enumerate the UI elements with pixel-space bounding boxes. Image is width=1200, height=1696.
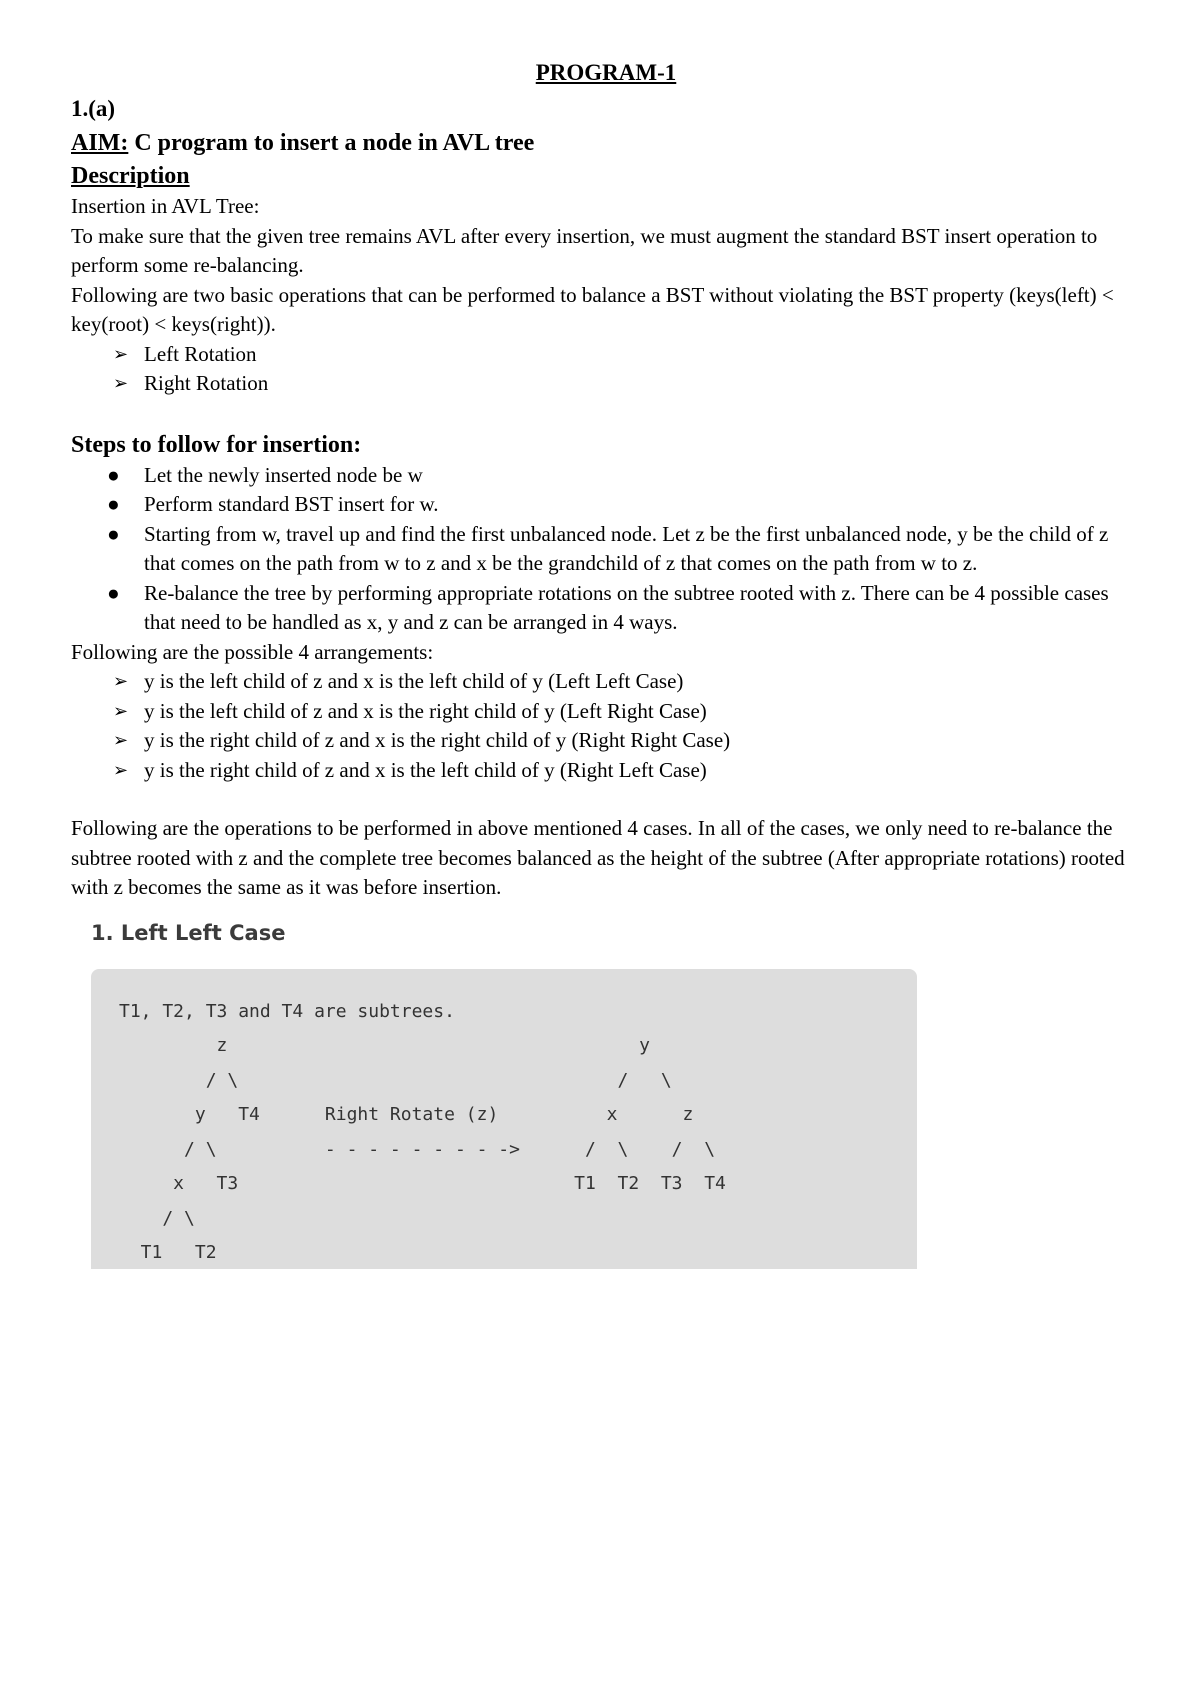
program-title: PROGRAM-1 [535,60,677,85]
arrangement-text: y is the left child of z and x is the right child of y (Left Right Case) [144,698,707,723]
intro-line-3: Following are two basic operations that can be performed to balance a BST without violating the BST property (keys(left) < key(root) < keys(right)). [71,282,1114,336]
aim-text: C program to insert a node in AVL tree [128,130,535,156]
document-page [71,58,1141,1269]
code-line: / \ - - - - - - - - -> / \ / \ [119,1138,716,1160]
arrangement-text: y is the right child of z and x is the left child of y (Right Left Case) [144,757,707,782]
list-item [71,490,1141,520]
list-item [71,340,1141,370]
bullet-icon: ● [107,580,120,605]
code-line: z y [119,1035,651,1056]
bullet-icon: ● [107,521,120,546]
steps-list [71,461,1141,638]
list-item [71,726,1141,756]
step-text: Re-balance the tree by performing appropriate rotations on the subtree rooted with z. There can be 4 possible cases that need to be handled as x, y and z can be arranged in 4 ways. [144,580,1109,634]
list-item [71,520,1141,579]
arrangement-text: y is the right child of z and x is the right child of y (Right Right Case) [144,728,731,752]
intro-line-1: Insertion in AVL Tree: [71,194,260,218]
step-text: Perform standard BST insert for w. [144,492,439,516]
code-line: T1, T2, T3 and T4 are subtrees. [119,1000,455,1022]
case-heading: 1. Left Left Case [91,920,286,945]
code-line: x T3 T1 T2 T3 T4 [119,1173,726,1194]
arrow-bullet-icon: ➢ [113,373,129,393]
code-line: / \ [119,1207,195,1229]
list-item [71,461,1141,491]
code-line: T1 T2 [119,1242,217,1263]
list-item [71,756,1141,786]
list-item [71,369,1141,399]
bullet-icon: ● [107,492,120,516]
list-item [71,579,1141,638]
arrow-bullet-icon: ➢ [113,671,129,691]
arrow-bullet-icon: ➢ [113,759,129,780]
operations-paragraph: Following are the operations to be performed in above mentioned 4 cases. In all of the cases, we only need to re-balance the subtree rooted with z and the complete tree becomes balanced as the height of the subtree (After appropriate rotations) rooted with z becomes the same as it was before insertion. [71,816,1125,899]
arrangements-intro: Following are the possible 4 arrangements: [71,639,434,664]
code-text [119,995,726,1271]
arrangements-list [71,667,1141,785]
arrow-bullet-icon: ➢ [113,730,129,750]
aim-label: AIM: [71,130,129,156]
list-item [71,667,1141,697]
code-line: y T4 Right Rotate (z) x z [119,1104,694,1125]
intro-line-2: To make sure that the given tree remains AVL after every insertion, we must augment the standard BST insert operation to perform some re-balancing. [71,223,1098,277]
program-number: 1.(a) [71,96,116,121]
rotations-list [71,340,1141,399]
aim-line [71,126,1141,160]
list-item [71,697,1141,727]
rotation-label: Right Rotation [144,371,269,395]
bullet-icon: ● [107,462,120,487]
arrangement-text: y is the left child of z and x is the left child of y (Left Left Case) [144,669,684,693]
step-text: Starting from w, travel up and find the first unbalanced node. Let z be the first unbalanced node, y be the child of z that comes on the path from w to z and x be the grandchild of z that comes on the path from w to z. [144,521,1109,575]
code-block [91,969,917,1269]
rotation-label: Left Rotation [144,341,257,366]
spacer [71,785,1141,814]
description-heading: Description [71,163,190,189]
arrow-bullet-icon: ➢ [113,700,129,721]
step-text: Let the newly inserted node be w [144,462,423,487]
steps-heading: Steps to follow for insertion: [71,431,362,458]
arrow-bullet-icon: ➢ [113,343,129,364]
code-line: / \ / \ [119,1069,672,1091]
